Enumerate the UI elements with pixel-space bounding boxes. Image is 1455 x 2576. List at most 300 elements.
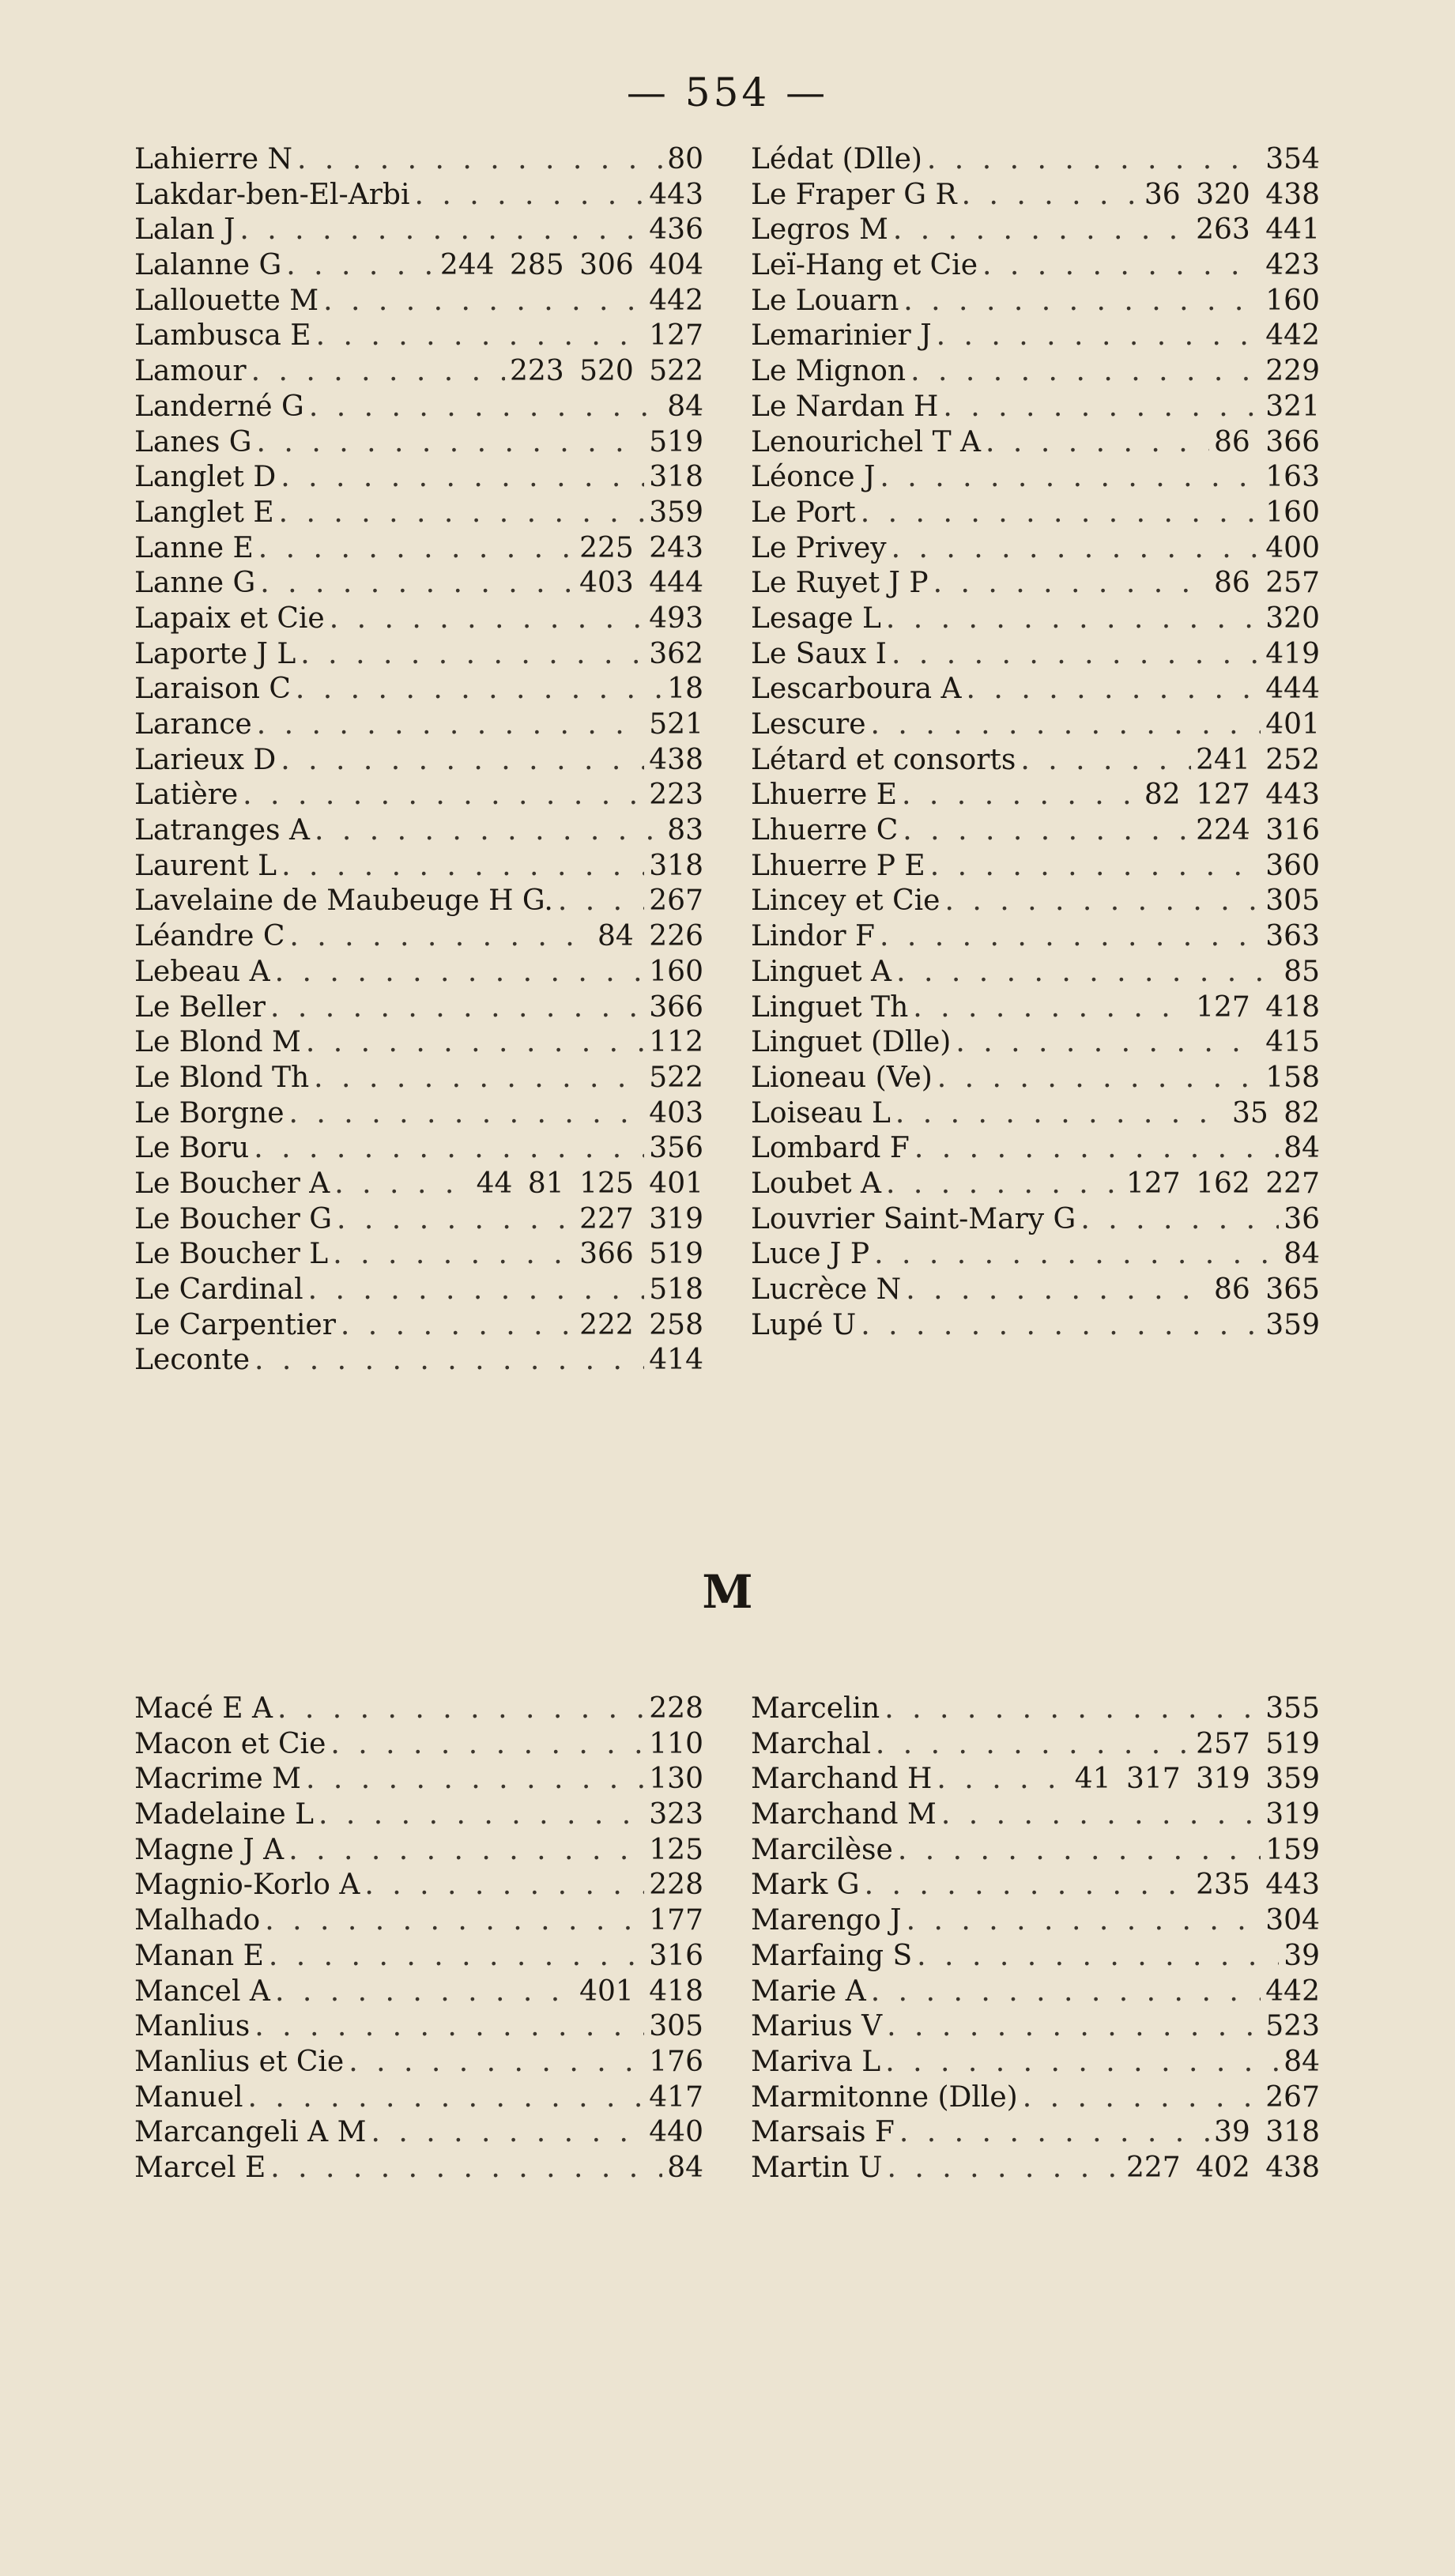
entry-name: Marius V xyxy=(751,2010,883,2043)
index-entry xyxy=(751,2115,1320,2151)
entry-pages: 263 441 xyxy=(1196,213,1320,247)
index-column-right xyxy=(751,142,1320,1379)
index-entry xyxy=(134,1727,703,1763)
index-entry xyxy=(751,919,1320,955)
index-entry xyxy=(134,1061,703,1096)
entry-pages: 423 xyxy=(1265,249,1320,282)
index-entry xyxy=(751,425,1320,461)
index-entry xyxy=(751,496,1320,531)
entry-pages: 401 xyxy=(1265,708,1320,741)
entry-pages: 355 xyxy=(1265,1692,1320,1725)
entry-pages: 160 xyxy=(649,955,703,988)
index-entry xyxy=(751,637,1320,673)
index-entry xyxy=(751,1131,1320,1167)
index-entry xyxy=(134,1974,703,2010)
index-entry xyxy=(134,707,703,743)
entry-name: Lahierre N xyxy=(134,143,293,175)
entry-name: Lapaix et Cie xyxy=(134,602,325,635)
dot-leader xyxy=(323,284,644,319)
dot-leader xyxy=(941,1797,1261,1833)
index-entry xyxy=(751,1167,1320,1202)
entry-pages: 127 xyxy=(649,319,703,353)
index-entry xyxy=(134,1343,703,1379)
dot-leader xyxy=(333,1237,575,1273)
entry-pages: 127 418 xyxy=(1196,990,1320,1024)
dot-leader xyxy=(300,637,644,673)
index-entry xyxy=(134,248,703,284)
entry-name: Marchal xyxy=(751,1727,871,1760)
entry-name: Marcelin xyxy=(751,1692,880,1725)
entry-pages: 85 xyxy=(1283,955,1320,988)
entry-name: Lallouette M xyxy=(134,284,319,317)
section-heading-m: M xyxy=(702,1565,753,1619)
index-entry xyxy=(751,460,1320,496)
entry-name: Laurent L xyxy=(134,849,277,882)
index-entry xyxy=(134,566,703,602)
index-entry xyxy=(751,1727,1320,1763)
entry-pages: 267 xyxy=(649,884,703,918)
entry-name: Larance xyxy=(134,708,252,741)
dot-leader xyxy=(914,1131,1279,1167)
entry-name: Langlet D xyxy=(134,461,277,494)
entry-pages: 443 xyxy=(649,178,703,211)
dot-leader xyxy=(880,460,1261,496)
dot-leader xyxy=(306,1025,644,1061)
entry-name: Le Blond Th xyxy=(134,1061,310,1094)
index-column-left xyxy=(134,142,703,1379)
entry-pages: 84 xyxy=(1283,1238,1320,1271)
index-entry xyxy=(751,354,1320,390)
entry-name: Marie A xyxy=(751,1974,866,2008)
dot-leader xyxy=(330,602,645,637)
index-entry xyxy=(751,1061,1320,1096)
entry-name: Lenourichel T A xyxy=(751,425,982,458)
index-entry xyxy=(751,213,1320,248)
index-section-l xyxy=(134,142,1320,1379)
entry-name: Lebeau A xyxy=(134,955,270,988)
entry-name: Marcangeli A M xyxy=(134,2116,367,2149)
entry-pages: 442 xyxy=(1265,319,1320,353)
dot-leader xyxy=(281,743,644,779)
dot-leader xyxy=(967,672,1261,707)
index-entry xyxy=(751,672,1320,707)
entry-pages: 415 xyxy=(1265,1026,1320,1059)
index-entry xyxy=(751,955,1320,990)
dot-leader xyxy=(880,919,1261,955)
index-entry xyxy=(751,1797,1320,1833)
index-entry xyxy=(134,319,703,354)
entry-pages: 160 xyxy=(1265,496,1320,529)
entry-name: Létard et consorts xyxy=(751,743,1016,776)
entry-pages: 110 xyxy=(649,1727,703,1760)
entry-pages: 493 xyxy=(649,602,703,635)
entry-pages: 403 444 xyxy=(579,567,703,600)
dot-leader xyxy=(1023,2080,1261,2116)
entry-pages: 84 xyxy=(1283,1132,1320,1165)
entry-name: Le Nardan H xyxy=(751,390,939,423)
index-entry xyxy=(134,1273,703,1308)
entry-pages: 84 226 xyxy=(597,920,703,953)
entry-name: Louvrier Saint-Mary G xyxy=(751,1202,1076,1235)
index-section-m xyxy=(134,1692,1320,2186)
entry-name: Linguet Th xyxy=(751,990,909,1024)
entry-name: Lalanne G xyxy=(134,249,282,282)
dot-leader xyxy=(930,849,1261,884)
index-entry xyxy=(134,284,703,319)
index-entry xyxy=(134,425,703,461)
index-entry xyxy=(134,2080,703,2116)
entry-pages: 229 xyxy=(1265,355,1320,388)
entry-name: Le Beller xyxy=(134,990,266,1024)
dot-leader xyxy=(265,1903,644,1939)
entry-pages: 522 xyxy=(649,1061,703,1094)
dot-leader xyxy=(933,566,1209,602)
entry-pages: 417 xyxy=(649,2080,703,2114)
dot-leader xyxy=(334,1167,471,1202)
entry-name: Lanne E xyxy=(134,531,254,564)
entry-pages: 400 xyxy=(1265,531,1320,564)
dot-leader xyxy=(364,1868,644,1903)
index-entry xyxy=(751,1833,1320,1869)
dot-leader xyxy=(891,531,1261,567)
dot-leader xyxy=(927,142,1261,178)
entry-name: Macrime M xyxy=(134,1763,301,1796)
dot-leader xyxy=(239,213,644,248)
index-entry xyxy=(134,1868,703,1903)
entry-pages: 35 82 xyxy=(1231,1096,1320,1130)
entry-name: Le Blond M xyxy=(134,1026,301,1059)
index-entry xyxy=(751,813,1320,849)
dot-leader xyxy=(270,990,644,1026)
dot-leader xyxy=(296,672,662,707)
entry-name: Manlius xyxy=(134,2010,251,2043)
dot-leader xyxy=(962,178,1140,213)
dot-leader xyxy=(306,1762,644,1797)
entry-pages: 228 xyxy=(649,1869,703,1902)
dot-leader xyxy=(907,1903,1261,1939)
entry-pages: 228 xyxy=(649,1692,703,1725)
index-entry xyxy=(134,1833,703,1869)
entry-pages: 518 xyxy=(649,1273,703,1306)
dot-leader xyxy=(871,1974,1261,2010)
index-entry xyxy=(134,672,703,707)
index-entry xyxy=(751,284,1320,319)
entry-pages: 83 xyxy=(667,814,703,847)
index-entry xyxy=(751,1974,1320,2010)
index-entry xyxy=(134,990,703,1026)
entry-pages: 316 xyxy=(649,1939,703,1972)
dot-leader xyxy=(371,2115,644,2151)
entry-name: Marcel E xyxy=(134,2151,266,2184)
entry-pages: 125 xyxy=(649,1833,703,1866)
entry-name: Legros M xyxy=(751,213,888,247)
entry-name: Le Saux I xyxy=(751,637,887,670)
dot-leader xyxy=(309,390,662,425)
dot-leader xyxy=(415,178,645,213)
entry-pages: 86 366 xyxy=(1214,425,1320,458)
index-entry xyxy=(751,142,1320,178)
entry-pages: 86 365 xyxy=(1214,1273,1320,1306)
dot-leader xyxy=(902,778,1140,813)
entry-pages: 267 xyxy=(1265,2080,1320,2114)
dot-leader xyxy=(903,813,1191,849)
dot-leader xyxy=(886,602,1261,637)
entry-pages: 227 402 438 xyxy=(1125,2151,1320,2184)
entry-pages: 519 xyxy=(649,425,703,458)
entry-name: Linguet A xyxy=(751,955,892,988)
index-entry xyxy=(751,566,1320,602)
dot-leader xyxy=(330,1727,644,1763)
dot-leader xyxy=(910,354,1261,390)
index-entry xyxy=(134,743,703,779)
dot-leader xyxy=(944,884,1261,919)
entry-name: Le Ruyet J P xyxy=(751,567,929,600)
dot-leader xyxy=(885,2045,1279,2080)
entry-pages: 223 xyxy=(649,779,703,812)
entry-pages: 39 xyxy=(1283,1939,1320,1972)
dot-leader xyxy=(260,566,575,602)
entry-pages: 159 xyxy=(1265,1833,1320,1866)
entry-name: Lupé U xyxy=(751,1308,857,1341)
index-entry xyxy=(751,1939,1320,1974)
dot-leader xyxy=(937,319,1261,354)
dot-leader xyxy=(1080,1202,1279,1238)
index-entry xyxy=(751,2009,1320,2045)
dot-leader xyxy=(289,1096,645,1132)
index-entry xyxy=(134,1797,703,1833)
entry-pages: 362 xyxy=(649,637,703,670)
index-entry xyxy=(134,354,703,390)
entry-pages: 86 257 xyxy=(1214,567,1320,600)
entry-pages: 442 xyxy=(1265,1974,1320,2008)
entry-name: Madelaine L xyxy=(134,1798,315,1831)
index-entry xyxy=(134,178,703,213)
index-entry xyxy=(134,1762,703,1797)
entry-name: Luce J P xyxy=(751,1238,870,1271)
index-entry xyxy=(751,2151,1320,2186)
entry-pages: 80 xyxy=(667,143,703,175)
dot-leader xyxy=(257,707,645,743)
index-entry xyxy=(751,2045,1320,2080)
index-entry xyxy=(751,1237,1320,1273)
dot-leader xyxy=(270,2151,662,2186)
index-entry xyxy=(751,743,1320,779)
dot-leader xyxy=(917,1939,1279,1974)
dot-leader xyxy=(899,2115,1209,2151)
entry-pages: 401 418 xyxy=(579,1974,703,2008)
entry-pages: 360 xyxy=(1265,849,1320,882)
entry-pages: 305 xyxy=(1265,884,1320,918)
dot-leader xyxy=(275,955,645,990)
entry-name: Leconte xyxy=(134,1344,251,1377)
dot-leader xyxy=(558,884,644,919)
entry-name: Mancel A xyxy=(134,1974,270,2008)
entry-pages: 354 xyxy=(1265,143,1320,175)
index-entry xyxy=(751,1025,1320,1061)
index-entry xyxy=(134,955,703,990)
dot-leader xyxy=(243,778,644,813)
index-entry xyxy=(134,1903,703,1939)
entry-name: Lesage L xyxy=(751,602,881,635)
entry-name: Lombard F xyxy=(751,1132,910,1165)
entry-pages: 163 xyxy=(1265,461,1320,494)
entry-pages: 523 xyxy=(1265,2010,1320,2043)
entry-pages: 321 xyxy=(1265,390,1320,423)
entry-name: Marchand H xyxy=(751,1763,933,1796)
entry-name: Manan E xyxy=(134,1939,264,1972)
index-entry xyxy=(751,178,1320,213)
dot-leader xyxy=(319,1797,644,1833)
entry-pages: 319 xyxy=(1265,1798,1320,1831)
entry-pages: 130 xyxy=(649,1763,703,1796)
dot-leader xyxy=(257,425,645,461)
index-entry xyxy=(134,496,703,531)
entry-name: Magnio-Korlo A xyxy=(134,1869,360,1902)
entry-pages: 356 xyxy=(649,1132,703,1165)
index-entry xyxy=(134,884,703,919)
dot-leader xyxy=(289,919,593,955)
dot-leader xyxy=(937,1762,1069,1797)
entry-pages: 444 xyxy=(1265,673,1320,706)
entry-pages: 403 xyxy=(649,1096,703,1130)
entry-name: Loiseau L xyxy=(751,1096,891,1130)
dot-leader xyxy=(349,2045,644,2080)
dot-leader xyxy=(982,248,1261,284)
index-entry xyxy=(751,990,1320,1026)
dot-leader xyxy=(943,390,1261,425)
entry-name: Lescure xyxy=(751,708,866,741)
index-entry xyxy=(751,531,1320,567)
index-entry xyxy=(751,248,1320,284)
entry-pages: 223 520 522 xyxy=(509,355,703,388)
dot-leader xyxy=(937,1061,1261,1096)
entry-pages: 84 xyxy=(667,390,703,423)
entry-pages: 257 519 xyxy=(1196,1727,1320,1760)
entry-name: Magne J A xyxy=(134,1833,285,1866)
entry-pages: 225 243 xyxy=(579,531,703,564)
entry-name: Loubet A xyxy=(751,1167,882,1200)
entry-name: Lanne G xyxy=(134,567,256,600)
entry-pages: 320 xyxy=(1265,602,1320,635)
entry-name: Laporte J L xyxy=(134,637,296,670)
index-entry xyxy=(134,602,703,637)
dot-leader xyxy=(277,1692,644,1727)
index-entry xyxy=(134,778,703,813)
entry-pages: 438 xyxy=(649,743,703,776)
dot-leader xyxy=(886,1167,1121,1202)
index-entry xyxy=(751,1202,1320,1238)
entry-name: Macon et Cie xyxy=(134,1727,326,1760)
entry-pages: 363 xyxy=(1265,920,1320,953)
entry-pages: 244 285 306 404 xyxy=(439,249,703,282)
entry-name: Marchand M xyxy=(751,1798,937,1831)
entry-pages: 44 81 125 401 xyxy=(476,1167,703,1200)
entry-name: Lhuerre P E xyxy=(751,849,925,882)
entry-name: Lamour xyxy=(134,355,247,388)
entry-name: Marsais F xyxy=(751,2116,895,2149)
dot-leader xyxy=(269,1939,644,1974)
entry-pages: 84 xyxy=(667,2151,703,2184)
entry-name: Le Privey xyxy=(751,531,887,564)
index-entry xyxy=(134,1202,703,1238)
dot-leader xyxy=(895,1096,1227,1132)
entry-pages: 442 xyxy=(649,284,703,317)
dot-leader xyxy=(254,1343,644,1379)
dot-leader xyxy=(876,1727,1191,1763)
entry-name: Manlius et Cie xyxy=(134,2045,345,2078)
dot-leader xyxy=(248,2080,645,2116)
dot-leader xyxy=(893,213,1191,248)
entry-pages: 222 258 xyxy=(579,1308,703,1341)
entry-pages: 304 xyxy=(1265,1904,1320,1937)
dot-leader xyxy=(956,1025,1261,1061)
entry-pages: 359 xyxy=(649,496,703,529)
index-entry xyxy=(134,142,703,178)
index-entry xyxy=(134,1167,703,1202)
entry-pages: 176 xyxy=(649,2045,703,2078)
index-entry xyxy=(134,1237,703,1273)
entry-name: Le Fraper G R xyxy=(751,178,957,211)
index-entry xyxy=(751,1692,1320,1727)
entry-name: Mariva L xyxy=(751,2045,881,2078)
dot-leader xyxy=(896,955,1279,990)
entry-name: Lambusca E xyxy=(134,319,311,353)
entry-name: Le Boucher L xyxy=(134,1238,329,1271)
dot-leader xyxy=(861,1308,1261,1344)
entry-pages: 112 xyxy=(649,1026,703,1059)
entry-pages: 235 443 xyxy=(1196,1869,1320,1902)
index-entry xyxy=(751,1096,1320,1132)
entry-name: Lalan J xyxy=(134,213,236,247)
index-entry xyxy=(134,637,703,673)
index-entry xyxy=(134,1025,703,1061)
index-entry xyxy=(134,919,703,955)
entry-pages: 227 319 xyxy=(579,1202,703,1235)
entry-pages: 41 317 319 359 xyxy=(1074,1763,1320,1796)
entry-pages: 36 xyxy=(1283,1202,1320,1235)
index-entry xyxy=(134,1308,703,1344)
entry-pages: 160 xyxy=(1265,284,1320,317)
entry-name: Latranges A xyxy=(134,814,310,847)
index-entry xyxy=(751,778,1320,813)
dot-leader xyxy=(986,425,1209,461)
index-entry xyxy=(751,707,1320,743)
entry-pages: 127 162 227 xyxy=(1125,1167,1320,1200)
entry-pages: 521 xyxy=(649,708,703,741)
entry-name: Lucrèce N xyxy=(751,1273,902,1306)
dot-leader xyxy=(874,1237,1279,1273)
entry-name: Le Boru xyxy=(134,1132,250,1165)
index-entry xyxy=(134,2115,703,2151)
index-entry xyxy=(134,2151,703,2186)
index-entry xyxy=(751,1868,1320,1903)
dot-leader xyxy=(281,849,644,884)
entry-pages: 318 xyxy=(649,461,703,494)
index-entry xyxy=(134,390,703,425)
dot-leader xyxy=(887,2151,1121,2186)
entry-name: Lemarinier J xyxy=(751,319,932,353)
entry-name: Le Boucher A xyxy=(134,1167,330,1200)
index-entry xyxy=(134,2045,703,2080)
entry-name: Lanes G xyxy=(134,425,252,458)
dot-leader xyxy=(861,496,1261,531)
entry-name: Lavelaine de Maubeuge H G. xyxy=(134,884,553,918)
dot-leader xyxy=(1020,743,1191,779)
dot-leader xyxy=(884,1692,1261,1727)
index-entry xyxy=(751,1762,1320,1797)
dot-leader xyxy=(903,284,1261,319)
index-entry xyxy=(751,1273,1320,1308)
